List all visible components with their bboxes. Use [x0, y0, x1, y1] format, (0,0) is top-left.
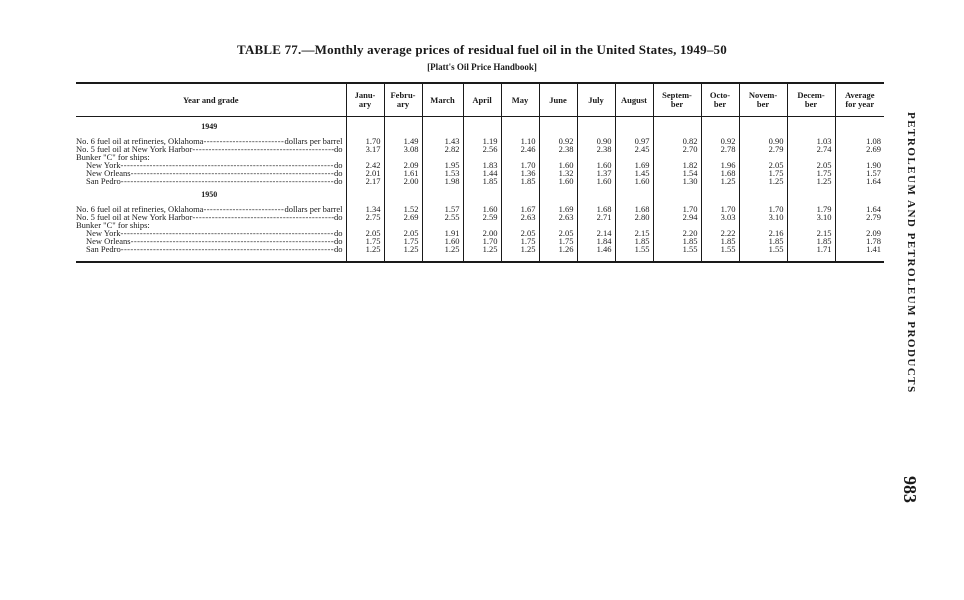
value-cell: 1.70 [739, 205, 787, 213]
value-cell: 2.82 [422, 145, 463, 153]
value-cell: 1.60 [539, 161, 577, 169]
leader-dots [150, 221, 343, 229]
value-cell: 1.25 [787, 177, 835, 185]
column-header: August [615, 83, 653, 117]
value-cell: 1.25 [501, 245, 539, 262]
value-cell: 2.09 [384, 161, 422, 169]
leader-dots [192, 213, 334, 221]
leader-dots [131, 169, 334, 177]
column-header: Octo- ber [701, 83, 739, 117]
empty-cell [577, 117, 615, 138]
value-cell: 1.55 [653, 245, 701, 262]
value-cell: 1.70 [701, 205, 739, 213]
value-cell: 1.75 [384, 237, 422, 245]
value-cell: 2.38 [539, 145, 577, 153]
value-cell: 2.20 [653, 229, 701, 237]
empty-cell [653, 185, 701, 205]
value-cell: 1.68 [701, 169, 739, 177]
row-unit: do [334, 212, 343, 222]
value-cell: 2.79 [739, 145, 787, 153]
value-cell: 1.61 [384, 169, 422, 177]
value-cell: 2.42 [346, 161, 384, 169]
empty-cell [787, 185, 835, 205]
row-label: Bunker "C" for ships: [76, 220, 150, 230]
value-cell: 2.00 [463, 229, 501, 237]
leader-dots [121, 245, 334, 253]
value-cell: 2.05 [501, 229, 539, 237]
value-cell: 2.45 [615, 145, 653, 153]
value-cell: 0.97 [615, 137, 653, 145]
column-header: Janu- ary [346, 83, 384, 117]
column-header: Average for year [835, 83, 884, 117]
row-label: New Orleans [86, 236, 131, 246]
value-cell: 2.05 [346, 229, 384, 237]
value-cell: 1.85 [615, 237, 653, 245]
value-cell: 1.60 [539, 177, 577, 185]
value-cell: 1.90 [835, 161, 884, 169]
value-cell: 3.17 [346, 145, 384, 153]
empty-cell [787, 117, 835, 138]
empty-cell [701, 185, 739, 205]
empty-cell [539, 185, 577, 205]
year-heading: 1949 [201, 122, 218, 131]
value-cell: 2.05 [384, 229, 422, 237]
value-cell: 1.70 [346, 137, 384, 145]
value-cell: 1.75 [539, 237, 577, 245]
value-cell: 0.90 [577, 137, 615, 145]
value-cell: 0.82 [653, 137, 701, 145]
empty-cell [835, 117, 884, 138]
empty-cell [346, 185, 384, 205]
empty-cell [701, 117, 739, 138]
table-row [76, 245, 884, 262]
value-cell: 2.80 [615, 213, 653, 221]
empty-cell [384, 117, 422, 138]
empty-cell [463, 117, 501, 138]
value-cell: 2.79 [835, 213, 884, 221]
row-label: New York [86, 160, 121, 170]
column-header: May [501, 83, 539, 117]
row-label: New York [86, 228, 121, 238]
value-cell: 1.85 [501, 177, 539, 185]
value-cell: 1.69 [615, 161, 653, 169]
value-cell: 1.37 [577, 169, 615, 177]
value-cell: 0.92 [701, 137, 739, 145]
row-label-cell [76, 177, 346, 185]
value-cell: 3.10 [739, 213, 787, 221]
value-cell: 1.36 [501, 169, 539, 177]
year-heading-row [76, 117, 884, 138]
value-cell: 2.17 [346, 177, 384, 185]
row-unit: do [334, 144, 343, 154]
table-row [76, 177, 884, 185]
value-cell: 2.05 [539, 229, 577, 237]
leader-dots [120, 161, 334, 169]
value-cell: 1.68 [615, 205, 653, 213]
empty-cell [501, 117, 539, 138]
value-cell: 1.60 [463, 205, 501, 213]
table-row [76, 237, 884, 245]
year-heading: 1950 [201, 190, 218, 199]
empty-cell [384, 185, 422, 205]
value-cell: 1.25 [422, 245, 463, 262]
table-row [76, 221, 884, 229]
value-cell: 1.54 [653, 169, 701, 177]
value-cell: 0.90 [739, 137, 787, 145]
empty-cell [463, 185, 501, 205]
value-cell: 1.75 [346, 237, 384, 245]
value-cell: 1.55 [739, 245, 787, 262]
value-cell: 1.75 [787, 169, 835, 177]
row-unit: do [334, 160, 343, 170]
table-title: TABLE 77.—Monthly average prices of residual fuel oil in the United States, 1949–50 [237, 42, 727, 57]
value-cell: 1.69 [539, 205, 577, 213]
value-cell: 1.64 [835, 177, 884, 185]
value-cell: 2.15 [615, 229, 653, 237]
value-cell: 1.46 [577, 245, 615, 262]
value-cell: 1.44 [463, 169, 501, 177]
leader-dots [203, 137, 284, 145]
table-row [76, 213, 884, 221]
value-cell: 1.32 [539, 169, 577, 177]
row-label: New Orleans [86, 168, 131, 178]
leader-dots [150, 153, 343, 161]
empty-cell [422, 185, 463, 205]
value-cell: 1.60 [615, 177, 653, 185]
row-label: Bunker "C" for ships: [76, 152, 150, 162]
value-cell: 1.85 [653, 237, 701, 245]
row-unit: dollars per barrel [284, 136, 343, 146]
value-cell: 2.69 [835, 145, 884, 153]
value-cell: 2.55 [422, 213, 463, 221]
table-body [76, 117, 884, 263]
value-cell: 2.15 [787, 229, 835, 237]
value-cell: 1.78 [835, 237, 884, 245]
row-unit: do [334, 168, 343, 178]
header-year-and-grade: Year and grade [76, 83, 346, 117]
value-cell: 1.25 [384, 245, 422, 262]
value-cell: 1.91 [422, 229, 463, 237]
empty-cell [615, 185, 653, 205]
empty-cell [835, 185, 884, 205]
value-cell: 3.03 [701, 213, 739, 221]
value-cell: 1.30 [653, 177, 701, 185]
column-header: March [422, 83, 463, 117]
table-row [76, 169, 884, 177]
value-cell: 1.85 [463, 177, 501, 185]
value-cell: 2.38 [577, 145, 615, 153]
empty-cell [615, 117, 653, 138]
row-unit: do [334, 244, 343, 254]
value-cell: 1.60 [577, 177, 615, 185]
row-label-cell [76, 245, 346, 262]
value-cell: 1.70 [501, 161, 539, 169]
value-cell: 1.70 [463, 237, 501, 245]
value-cell: 1.03 [787, 137, 835, 145]
value-cell: 1.70 [653, 205, 701, 213]
value-cell: 2.63 [539, 213, 577, 221]
value-cell: 1.10 [501, 137, 539, 145]
running-head: PETROLEUM AND PETROLEUM PRODUCTS [905, 112, 917, 394]
value-cell: 1.84 [577, 237, 615, 245]
value-cell: 2.78 [701, 145, 739, 153]
value-cell: 1.55 [615, 245, 653, 262]
value-cell: 2.56 [463, 145, 501, 153]
value-cell: 1.85 [787, 237, 835, 245]
column-header: Septem- ber [653, 83, 701, 117]
column-header: Decem- ber [787, 83, 835, 117]
row-label: San Pedro [86, 244, 121, 254]
value-cell: 2.00 [384, 177, 422, 185]
value-cell: 1.49 [384, 137, 422, 145]
value-cell: 1.45 [615, 169, 653, 177]
value-cell: 2.01 [346, 169, 384, 177]
empty-cell [539, 117, 577, 138]
row-unit: dollars per barrel [284, 204, 343, 214]
column-header: Novem- ber [739, 83, 787, 117]
value-cell: 0.92 [539, 137, 577, 145]
page-number: 983 [900, 476, 920, 503]
value-cell: 2.22 [701, 229, 739, 237]
empty-cell [739, 117, 787, 138]
value-cell: 1.53 [422, 169, 463, 177]
value-cell: 2.70 [653, 145, 701, 153]
value-cell: 1.79 [787, 205, 835, 213]
empty-cell [653, 117, 701, 138]
value-cell: 2.14 [577, 229, 615, 237]
column-header: July [577, 83, 615, 117]
value-cell: 1.52 [384, 205, 422, 213]
value-cell: 1.85 [701, 237, 739, 245]
value-cell: 1.71 [787, 245, 835, 262]
table-row [76, 137, 884, 145]
row-label: No. 5 fuel oil at New York Harbor [76, 144, 193, 154]
table-row [76, 161, 884, 169]
value-cell: 1.75 [501, 237, 539, 245]
value-cell: 1.83 [463, 161, 501, 169]
value-cell: 2.16 [739, 229, 787, 237]
value-cell: 1.96 [701, 161, 739, 169]
value-cell: 1.60 [577, 161, 615, 169]
value-cell: 2.74 [787, 145, 835, 153]
row-unit: do [334, 176, 343, 186]
value-cell: 1.25 [463, 245, 501, 262]
empty-cell [739, 185, 787, 205]
value-cell: 3.10 [787, 213, 835, 221]
empty-cell [346, 117, 384, 138]
value-cell: 1.98 [422, 177, 463, 185]
header-row [76, 83, 884, 117]
empty-cell [577, 185, 615, 205]
value-cell: 1.08 [835, 137, 884, 145]
value-cell: 1.25 [701, 177, 739, 185]
value-cell: 2.75 [346, 213, 384, 221]
leader-dots [203, 205, 284, 213]
value-cell: 1.55 [701, 245, 739, 262]
value-cell: 1.25 [739, 177, 787, 185]
value-cell: 2.63 [501, 213, 539, 221]
year-heading-row [76, 185, 884, 205]
empty-cell [422, 117, 463, 138]
column-header: April [463, 83, 501, 117]
table-row [76, 229, 884, 237]
table-row [76, 145, 884, 153]
value-cell: 1.26 [539, 245, 577, 262]
row-label: No. 6 fuel oil at refineries, Oklahoma [76, 204, 204, 214]
price-table [76, 82, 884, 263]
column-header: June [539, 83, 577, 117]
value-cell: 3.08 [384, 145, 422, 153]
table-source: [Platt's Oil Price Handbook] [427, 62, 537, 72]
row-unit: do [334, 236, 343, 246]
value-cell: 1.19 [463, 137, 501, 145]
value-cell: 1.25 [346, 245, 384, 262]
value-cell: 2.69 [384, 213, 422, 221]
value-cell: 1.60 [422, 237, 463, 245]
value-cell: 2.05 [787, 161, 835, 169]
leader-dots [192, 145, 334, 153]
value-cell: 2.46 [501, 145, 539, 153]
row-label: No. 5 fuel oil at New York Harbor [76, 212, 193, 222]
table-row [76, 153, 884, 161]
column-header: Febru- ary [384, 83, 422, 117]
value-cell: 2.71 [577, 213, 615, 221]
value-cell: 1.68 [577, 205, 615, 213]
row-label: No. 6 fuel oil at refineries, Oklahoma [76, 136, 204, 146]
value-cell: 1.95 [422, 161, 463, 169]
leader-dots [120, 229, 334, 237]
value-cell: 2.59 [463, 213, 501, 221]
value-cell: 2.09 [835, 229, 884, 237]
value-cell: 1.41 [835, 245, 884, 262]
row-label: San Pedro [86, 176, 121, 186]
value-cell: 1.67 [501, 205, 539, 213]
value-cell: 2.94 [653, 213, 701, 221]
value-cell: 2.05 [739, 161, 787, 169]
leader-dots [121, 177, 334, 185]
value-cell: 1.57 [835, 169, 884, 177]
value-cell: 1.85 [739, 237, 787, 245]
value-cell: 1.43 [422, 137, 463, 145]
value-cell: 1.64 [835, 205, 884, 213]
row-unit: do [334, 228, 343, 238]
value-cell: 1.82 [653, 161, 701, 169]
table-row [76, 205, 884, 213]
value-cell: 1.75 [739, 169, 787, 177]
leader-dots [131, 237, 334, 245]
value-cell: 1.57 [422, 205, 463, 213]
value-cell: 1.34 [346, 205, 384, 213]
empty-cell [501, 185, 539, 205]
